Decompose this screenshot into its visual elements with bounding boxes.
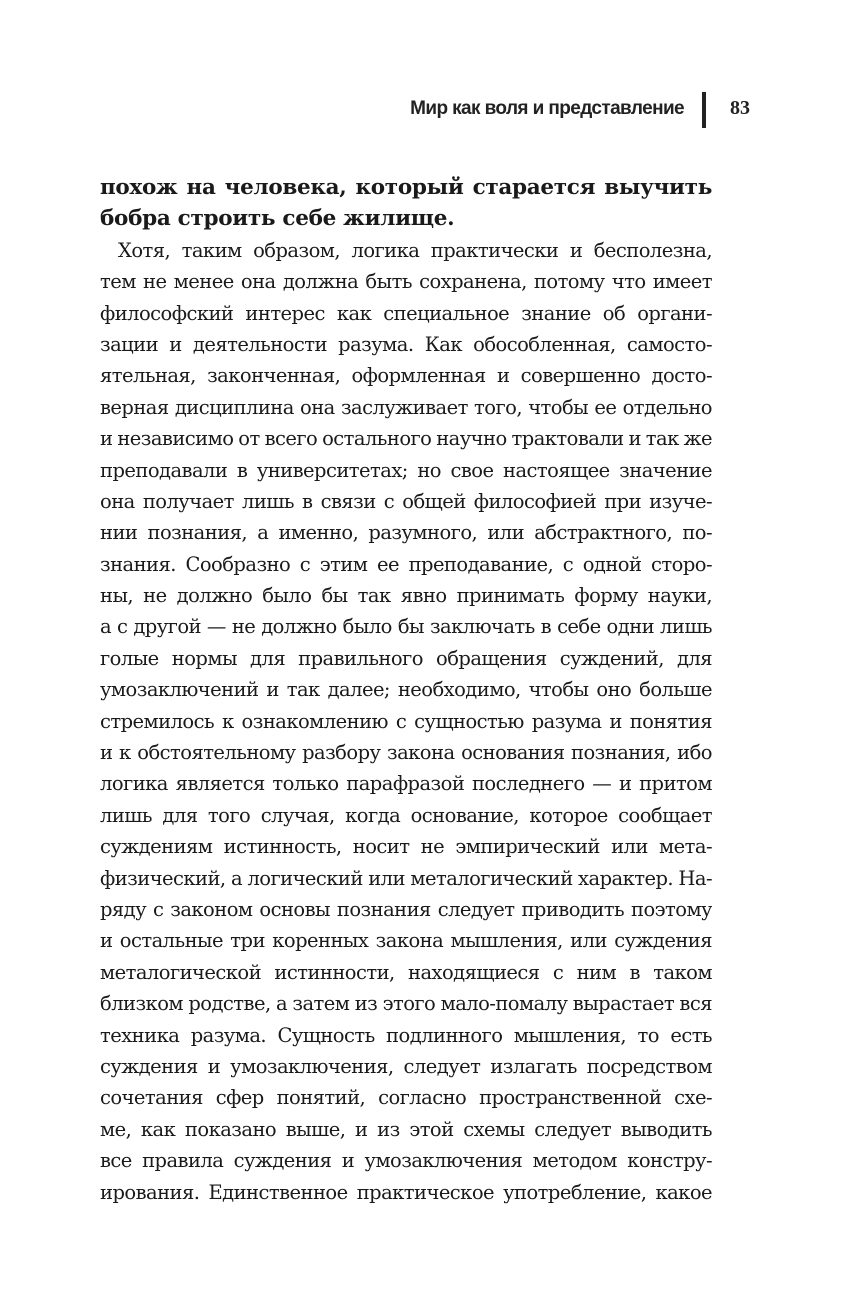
text-line: голые нормы для правильного обращения суждений, для <box>100 646 712 670</box>
text-line: нии познания, а именно, разумного, или абстрактного, по- <box>100 521 712 545</box>
text-line: сочетания сфер понятий, согласно пространственной схе- <box>100 1086 712 1110</box>
text-line: физический, а логический или металогический характер. На- <box>100 866 712 890</box>
text-line: ирования. Единственное практическое употребление, какое <box>100 1180 712 1204</box>
text-line: металогической истинности, находящиеся с ним в таком <box>100 960 712 984</box>
text-line: все правила суждения и умозаключения методом констру- <box>100 1149 712 1173</box>
text-line: ряду с законом основы познания следует приводить поэтому <box>100 897 712 921</box>
text-line: знания. Сообразно с этим ее преподавание, с одной сторо- <box>100 552 712 576</box>
text-line: логика является только парафразой последнего — и притом <box>100 772 712 796</box>
text-line: и независимо от всего остального научно трактовали и так же <box>100 427 712 451</box>
text-line: а с другой — не должно было бы заключать в себе одни лишь <box>100 615 712 639</box>
body-text <box>100 172 712 1208</box>
paragraph <box>100 235 712 1208</box>
text-line: суждения и умозаключения, следует излагать посредством <box>100 1054 712 1078</box>
text-line: и остальные три коренных закона мышления, или суждения <box>100 929 712 953</box>
text-line: она получает лишь в связи с общей философией при изуче- <box>100 489 712 513</box>
header-divider <box>702 92 706 128</box>
running-title: Мир как воля и представление <box>410 98 684 119</box>
text-line: ятельная, законченная, оформленная и совершенно досто- <box>100 364 712 388</box>
text-line: ны, не должно было бы так явно принимать форму науки, <box>100 584 712 608</box>
text-line: верная дисциплина она заслуживает того, чтобы ее отдельно <box>100 395 712 419</box>
lead-sentence <box>100 172 712 235</box>
text-line: стремилось к ознакомлению с сущностью разума и понятия <box>100 709 712 733</box>
text-line: лишь для того случая, когда основание, которое сообщает <box>100 803 712 827</box>
text-line: зации и деятельности разума. Как обособленная, самосто- <box>100 332 712 356</box>
text-line: и к обстоятельному разбору закона основания познания, ибо <box>100 741 712 765</box>
text-line: близком родстве, а затем из этого мало-помалу вырастает вся <box>100 992 712 1016</box>
page-number: 83 <box>730 97 750 119</box>
text-line: Хотя, таким образом, логика практически и бесполезна, <box>118 238 712 262</box>
running-head <box>100 92 750 132</box>
text-line: философский интерес как специальное знание об органи- <box>100 301 712 325</box>
text-line: умозаключений и так далее; необходимо, чтобы оно больше <box>100 678 712 702</box>
text-line: техника разума. Сущность подлинного мышления, то есть <box>100 1023 712 1047</box>
lead-line: бобра строить себе жилище. <box>100 206 455 232</box>
text-line: тем не менее она должна быть сохранена, потому что имеет <box>100 270 712 294</box>
text-line: ме, как показано выше, и из этой схемы следует выводить <box>100 1117 712 1141</box>
text-line: преподавали в университетах; но свое настоящее значение <box>100 458 712 482</box>
text-line: суждениям истинность, носит не эмпирический или мета- <box>100 835 712 859</box>
lead-line: похож на человека, который старается выучить <box>100 175 712 200</box>
